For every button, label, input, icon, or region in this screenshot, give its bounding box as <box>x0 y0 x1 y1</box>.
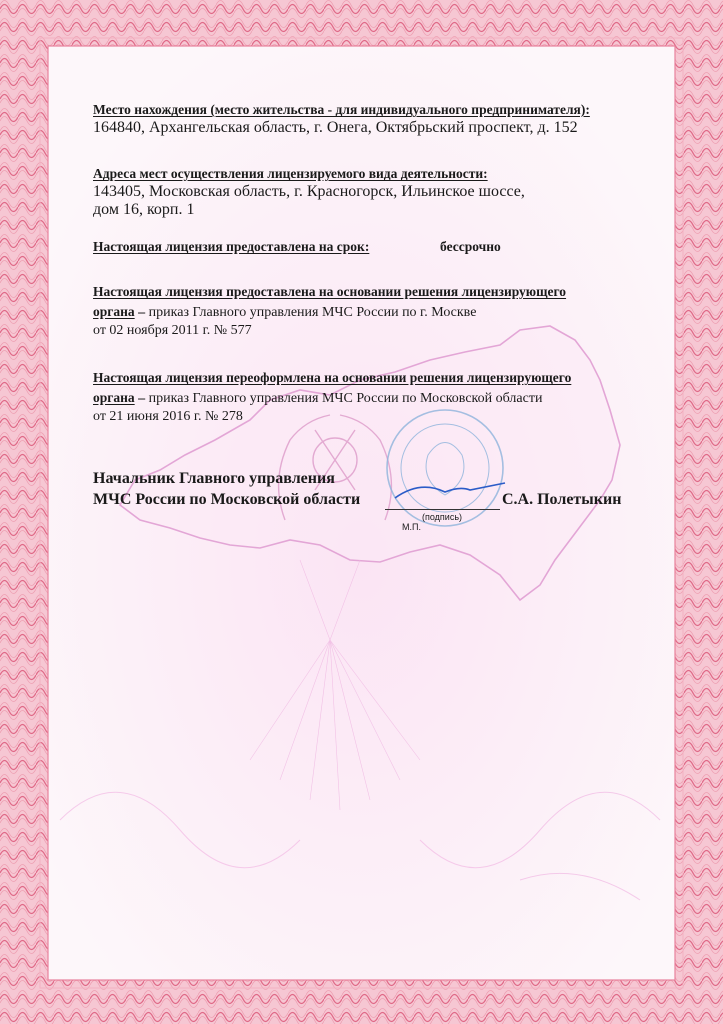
basis-dash: – <box>134 305 149 320</box>
reissue-date: от 21 июня 2016 г. № 278 <box>93 409 243 424</box>
reissue-order-line <box>93 389 542 407</box>
term-value: бессрочно <box>440 239 501 254</box>
reissue-header-line1: Настоящая лицензия переоформлена на основании решения лицензирующего <box>93 370 572 385</box>
basis-order-line <box>93 303 476 321</box>
signatory-title-line1: Начальник Главного управления <box>93 470 335 487</box>
signatory-name: С.А. Полетыкин <box>502 491 622 508</box>
address-header: Место нахождения (место жительства - для индивидуального предпринимателя): <box>93 102 590 117</box>
activity-addresses-header: Адреса мест осуществления лицензируемого вида деятельности: <box>93 166 488 181</box>
signature-caption: (подпись) <box>422 512 463 522</box>
term-header: Настоящая лицензия предоставлена на срок: <box>93 239 370 254</box>
basis-header-line2: органа <box>93 304 135 319</box>
stamp-place-label: М.П. <box>402 522 421 532</box>
basis-header-line1: Настоящая лицензия предоставлена на основании решения лицензирующего <box>93 284 567 299</box>
activity-address-line1: 143405, Московская область, г. Красногорск, Ильинское шоссе, <box>93 183 525 200</box>
signature-line <box>385 509 500 510</box>
signatory-title-line2: МЧС России по Московской области <box>93 491 361 508</box>
basis-date: от 02 ноября 2011 г. № 577 <box>93 323 252 338</box>
basis-order: приказ Главного управления МЧС России по г. Москве <box>148 305 477 320</box>
activity-address-line2: дом 16, корп. 1 <box>93 201 195 218</box>
reissue-header-line2: органа <box>93 390 135 405</box>
reissue-order: приказ Главного управления МЧС России по Московской области <box>148 391 543 406</box>
address-value: 164840, Архангельская область, г. Онега, Октябрьский проспект, д. 152 <box>93 119 578 136</box>
reissue-dash: – <box>134 391 149 406</box>
